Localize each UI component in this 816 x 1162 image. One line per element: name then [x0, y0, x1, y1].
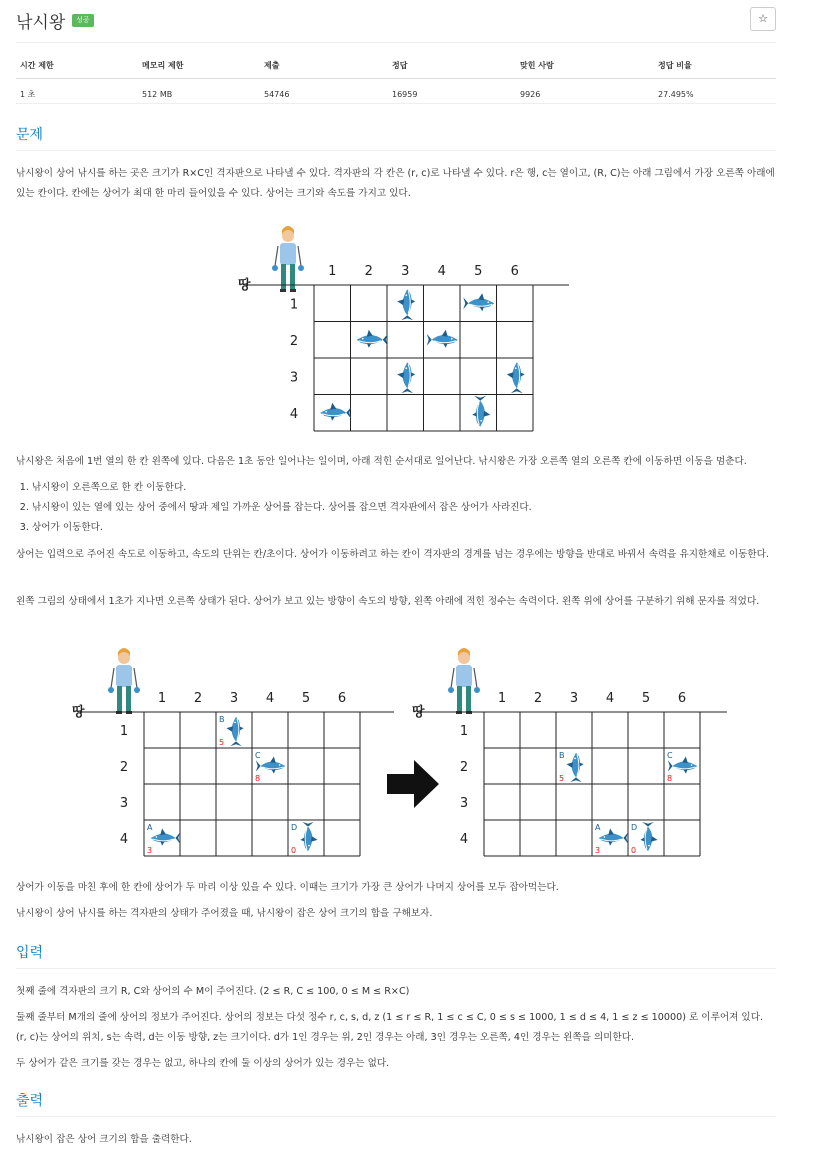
output-paragraph: 낚시왕이 잡은 상어 크기의 합을 출력한다. — [16, 1134, 192, 1145]
info-header: 정답 — [388, 56, 516, 79]
input-paragraph: 첫째 줄에 격자판의 크기 R, C와 상어의 수 M이 주어진다. (2 ≤ R, C ≤ 100, 0 ≤ M ≤ R×C) — [16, 986, 410, 997]
problem-heading: 문제 — [16, 124, 776, 151]
grid-figure-initial — [226, 222, 571, 434]
shark-icon — [567, 753, 584, 782]
column-label: 1 — [328, 264, 337, 279]
info-header: 제출 — [260, 56, 388, 79]
shark-icon — [151, 829, 180, 846]
info-header: 맞힌 사람 — [516, 56, 654, 79]
shark-speed-label: 5 — [559, 774, 565, 783]
shark-icon — [599, 829, 628, 846]
description-paragraph: 왼쪽 그림의 상태에서 1초가 지나면 오른쪽 상태가 된다. 상어가 보고 있는 방향이 속도의 방향, 왼쪽 아래에 적힌 정수는 속력이다. 왼쪽 위에 상어를 구분하기 위해 문자를 적었다. — [16, 596, 760, 607]
star-button[interactable]: ☆ — [750, 7, 776, 31]
column-label: 5 — [641, 691, 651, 706]
row-label: 2 — [459, 760, 469, 775]
list-item: 3. 상어가 이동한다. — [32, 518, 772, 538]
column-label: 6 — [510, 264, 519, 279]
info-header: 메모리 제한 — [138, 56, 260, 79]
row-label: 1 — [119, 724, 129, 739]
shark-icon — [320, 403, 351, 421]
column-label: 1 — [157, 691, 167, 706]
shark-icon — [463, 293, 494, 311]
column-label: 5 — [301, 691, 311, 706]
shark-id-label: A — [147, 823, 153, 832]
info-header: 시간 제한 — [16, 56, 138, 79]
info-value: 54746 — [260, 79, 388, 104]
column-label: 4 — [265, 691, 275, 706]
column-label: 5 — [474, 264, 483, 279]
row-label: 4 — [289, 406, 299, 422]
shark-icon — [227, 717, 244, 746]
description-paragraph: 낚시왕은 처음에 1번 열의 한 칸 왼쪽에 있다. 다음은 1초 동안 일어나는 일이며, 아래 적힌 순서대로 일어난다. 낚시왕은 가장 오른쪽 열의 오른쪽 칸에 이동하면 이동을 멈춘다. — [16, 456, 747, 467]
shark-id-label: B — [219, 715, 225, 724]
row-label: 2 — [119, 760, 129, 775]
shark-icon — [397, 289, 415, 320]
shark-icon — [640, 822, 657, 851]
fisherman-icon — [272, 226, 304, 292]
column-label: 3 — [569, 691, 579, 706]
info-value: 9926 — [516, 79, 654, 104]
shark-id-label: C — [667, 751, 673, 760]
row-label: 4 — [119, 832, 129, 847]
info-value: 16959 — [388, 79, 516, 104]
shark-icon — [397, 362, 415, 393]
shark-id-label: D — [291, 823, 298, 832]
shark-speed-label: 0 — [631, 846, 637, 855]
column-label: 3 — [401, 264, 410, 279]
info-value: 512 MB — [138, 79, 260, 104]
row-label: 3 — [289, 370, 299, 386]
info-header-row — [16, 56, 776, 79]
description-paragraph: 낚시왕이 상어 낚시를 하는 곳은 크기가 R×C인 격자판으로 나타낼 수 있다. 격자판의 각 칸은 (r, c)로 나타낼 수 있다. r은 행, c는 열이고, (R, C)는 아래 그림에서 가장 오른쪽 아래에 있는 칸이다. 칸에는 상어가 최대 한 마리 들어있을 수 있다. 상어는 크기와 속도를 가지고 있다. — [16, 168, 775, 199]
row-label: 4 — [459, 832, 469, 847]
row-label: 1 — [459, 724, 469, 739]
problem-info-table — [16, 56, 776, 104]
right-arrow-icon — [387, 760, 439, 808]
input-heading: 입력 — [16, 942, 776, 969]
description-paragraph: 상어는 입력으로 주어진 속도로 이동하고, 속도의 단위는 칸/초이다. 상어가 이동하려고 하는 칸이 격자판의 경계를 넘는 경우에는 방향을 반대로 바꿔서 속력을 유지한채로 이동한다. — [16, 549, 769, 560]
column-label: 6 — [677, 691, 687, 706]
info-header: 정답 비율 — [654, 56, 776, 79]
shark-speed-label: 5 — [219, 738, 225, 747]
description-paragraph: 상어가 이동을 마친 후에 한 칸에 상어가 두 마리 이상 있을 수 있다. 이때는 크기가 가장 큰 상어가 나머지 상어를 모두 잡아먹는다. — [16, 882, 559, 893]
input-paragraph: 둘째 줄부터 M개의 줄에 상어의 정보가 주어진다. 상어의 정보는 다섯 정수 r, c, s, d, z (1 ≤ r ≤ R, 1 ≤ c ≤ C, 0 ≤ s ≤ 1000, 1 ≤ d ≤ 4, 1 ≤ z ≤ 10000) 로 이루어져 있다. (r, c)는 상어의 위치, s는 속력, d는 이동 방향, z는 크기이다. d가 1인 경우는 위, 2인 경우는 아래, 3인 경우는 오른쪽, 4인 경우는 왼쪽을 의미한다. — [16, 1012, 764, 1043]
column-label: 2 — [533, 691, 543, 706]
shark-speed-label: 8 — [255, 774, 261, 783]
row-label: 3 — [459, 796, 469, 811]
info-value: 27.495% — [654, 79, 776, 104]
shark-speed-label: 3 — [147, 846, 153, 855]
column-label: 1 — [497, 691, 507, 706]
shark-id-label: C — [255, 751, 261, 760]
column-label: 4 — [605, 691, 615, 706]
shark-speed-label: 8 — [667, 774, 673, 783]
shark-icon — [357, 330, 388, 348]
shark-speed-label: 0 — [291, 846, 297, 855]
steps-list — [16, 478, 772, 538]
row-label: 2 — [289, 333, 299, 349]
column-label: 6 — [337, 691, 347, 706]
shark-id-label: B — [559, 751, 565, 760]
shark-icon — [472, 396, 490, 427]
list-item: 1. 낚시왕이 오른쪽으로 한 칸 이동한다. — [32, 478, 772, 498]
column-label: 2 — [193, 691, 203, 706]
ground-label: 땅 — [72, 705, 85, 720]
column-label: 3 — [229, 691, 239, 706]
fisherman-icon — [108, 648, 140, 714]
shark-icon — [427, 330, 458, 348]
description-paragraph: 낚시왕이 상어 낚시를 하는 격자판의 상태가 주어졌을 때, 낚시왕이 잡은 상어 크기의 합을 구해보자. — [16, 908, 433, 919]
shark-speed-label: 3 — [595, 846, 601, 855]
status-badge: 성공 — [72, 14, 94, 27]
column-label: 4 — [437, 264, 446, 279]
problem-title: 낚시왕 — [16, 13, 66, 33]
output-heading: 출력 — [16, 1090, 776, 1117]
fisherman-icon — [448, 648, 480, 714]
ground-label: 땅 — [238, 278, 251, 293]
grid-figure-before-after — [62, 644, 727, 859]
row-label: 3 — [119, 796, 129, 811]
problem-page — [16, 0, 776, 1145]
info-value-row — [16, 79, 776, 104]
ground-label: 땅 — [412, 705, 425, 720]
shark-icon — [300, 822, 317, 851]
column-label: 2 — [364, 264, 373, 279]
shark-id-label: A — [595, 823, 601, 832]
input-paragraph: 두 상어가 같은 크기를 갖는 경우는 없고, 하나의 칸에 둘 이상의 상어가 있는 경우는 없다. — [16, 1058, 390, 1069]
list-item: 2. 낚시왕이 있는 열에 있는 상어 중에서 땅과 제일 가까운 상어를 잡는다. 상어를 잡으면 격자판에서 잡은 상어가 사라진다. — [32, 498, 772, 518]
title-row — [16, 0, 776, 43]
shark-id-label: D — [631, 823, 638, 832]
shark-icon — [507, 362, 525, 393]
row-label: 1 — [289, 297, 299, 313]
info-value: 1 초 — [16, 79, 138, 104]
